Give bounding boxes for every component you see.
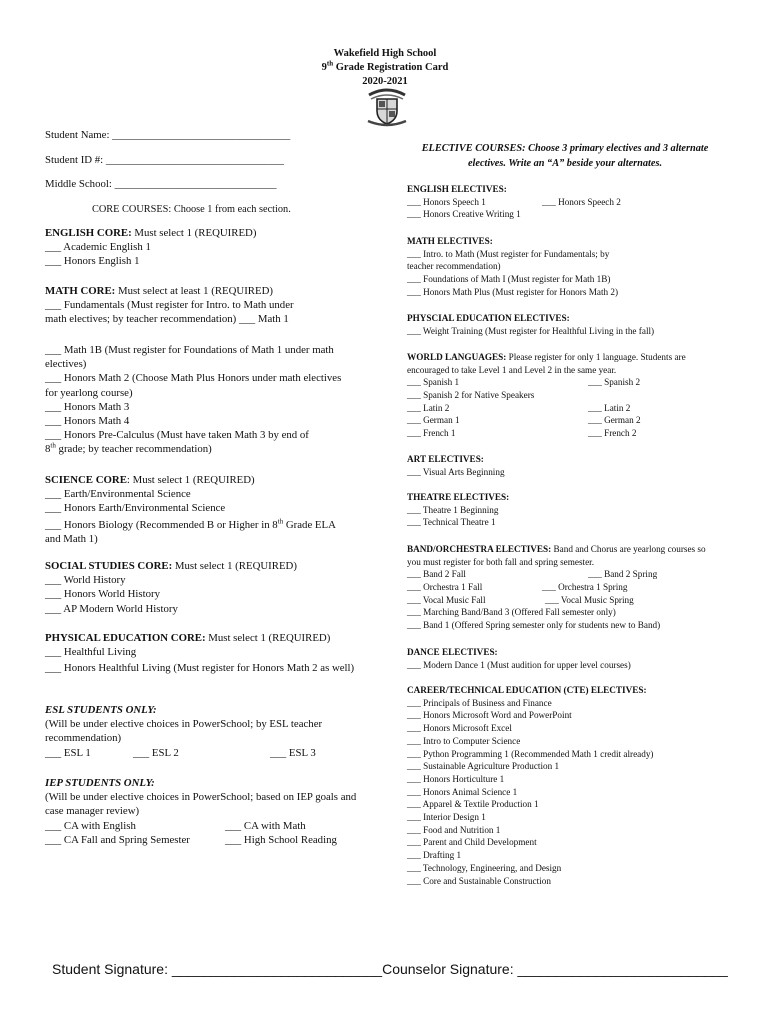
list-item[interactable]: ___ German 2 bbox=[588, 415, 641, 426]
english-core-note: Must select 1 (REQUIRED) bbox=[131, 227, 257, 239]
list-item[interactable]: ___ Honors Horticulture 1 bbox=[407, 773, 505, 784]
world-languages-note: Please register for only 1 language. Students are encouraged to take Level 1 and Level 2 in the same year. bbox=[407, 352, 686, 375]
list-item[interactable]: ___ Spanish 1 bbox=[407, 377, 460, 388]
list-item[interactable]: ___ Technical Theatre 1 bbox=[407, 517, 496, 528]
list-item[interactable]: ___ Vocal Music Spring bbox=[545, 594, 634, 605]
list-item[interactable]: ___ Spanish 2 bbox=[588, 377, 641, 388]
list-item[interactable]: ___ Honors Microsoft Word and PowerPoint bbox=[407, 710, 572, 721]
math-core-title: MATH CORE: bbox=[45, 285, 116, 297]
pe-core-note: Must select 1 (REQUIRED) bbox=[205, 632, 331, 644]
list-item[interactable]: ___ AP Modern World History bbox=[45, 602, 178, 615]
list-item[interactable]: ___ Intro. to Math (Must register for Fundamentals; by teacher recommendation) bbox=[407, 248, 610, 272]
english-electives-section bbox=[407, 183, 692, 221]
list-item[interactable]: ___ Honors Pre-Calculus (Must have taken Math 3 by end of bbox=[45, 429, 309, 442]
card-title: 9th Grade Registration Card bbox=[321, 59, 449, 73]
iep-note: (Will be under elective choices in PowerSchool; based on IEP goals and case manager review) bbox=[45, 791, 357, 818]
esl-section bbox=[45, 703, 350, 760]
list-item[interactable]: ___ French 2 bbox=[588, 428, 637, 439]
esl-option[interactable]: ___ ESL 3 bbox=[270, 746, 316, 759]
dance-electives-title: DANCE ELECTIVES: bbox=[407, 647, 498, 657]
list-item[interactable]: ___ Band 1 (Offered Spring semester only for students new to Band) bbox=[407, 620, 661, 631]
list-item[interactable]: ___ Python Programming 1 (Recommended Math 1 credit already) bbox=[407, 748, 654, 759]
band-orchestra-title: BAND/ORCHESTRA ELECTIVES: bbox=[407, 544, 552, 554]
list-item[interactable]: ___ Honors Earth/Environmental Science bbox=[45, 502, 226, 515]
list-item[interactable]: ___ Food and Nutrition 1 bbox=[407, 824, 501, 835]
list-item[interactable]: ___ Honors Math 2 (Choose Math Plus Honors under math electives for yearlong course) bbox=[45, 372, 342, 399]
pe-electives-section bbox=[407, 312, 692, 337]
signature-line[interactable]: Student Signature: ___________________________Counselor Signature: ___________________________ bbox=[52, 961, 728, 977]
list-item[interactable]: ___ Sustainable Agriculture Production 1 bbox=[407, 761, 560, 772]
social-studies-core-title: SOCIAL STUDIES CORE: bbox=[45, 560, 173, 572]
list-item[interactable]: ___ Modern Dance 1 (Must audition for upper level courses) bbox=[407, 659, 631, 670]
world-languages-title: WORLD LANGUAGES: bbox=[407, 352, 507, 362]
dance-electives-section bbox=[407, 646, 692, 671]
list-item[interactable]: ___ Vocal Music Fall bbox=[407, 594, 486, 605]
list-item[interactable]: ___ Orchestra 1 Fall bbox=[407, 582, 483, 593]
list-item[interactable]: ___ Honors Math 3 bbox=[45, 400, 130, 413]
pe-electives-title: PHYSCIAL EDUCATION ELECTIVES: bbox=[407, 313, 570, 323]
list-item[interactable]: ___ Earth/Environmental Science bbox=[45, 488, 191, 501]
esl-option[interactable]: ___ ESL 1 bbox=[45, 746, 91, 759]
world-languages-section bbox=[407, 351, 717, 440]
list-item[interactable]: ___ Drafting 1 bbox=[407, 850, 462, 861]
math-core-section bbox=[45, 284, 365, 327]
art-electives-section bbox=[407, 453, 692, 478]
list-item[interactable]: ___ French 1 bbox=[407, 428, 456, 439]
math-electives-section bbox=[407, 235, 637, 299]
art-electives-title: ART ELECTIVES: bbox=[407, 454, 484, 464]
math-core-note: Must select at least 1 (REQUIRED) bbox=[115, 285, 274, 297]
social-studies-core-section bbox=[45, 559, 365, 616]
school-name: Wakefield High School bbox=[333, 48, 437, 59]
math-electives-title: MATH ELECTIVES: bbox=[407, 236, 493, 246]
list-item[interactable]: ___ Honors Biology (Recommended B or Higher in 8th Grade ELA and Math 1) bbox=[45, 517, 336, 545]
english-core-section bbox=[45, 226, 365, 269]
elective-courses-heading: ELECTIVE COURSES: Choose 3 primary electives and 3 alternate electives. Write an “A” beside your alternates. bbox=[421, 143, 709, 169]
english-core-title: ENGLISH CORE: bbox=[45, 227, 132, 239]
list-item[interactable]: 8th grade; by teacher recommendation) bbox=[45, 441, 212, 456]
list-item[interactable]: ___ Band 2 Fall bbox=[407, 569, 466, 580]
list-item[interactable]: ___ Intro to Computer Science bbox=[407, 735, 521, 746]
band-orchestra-electives-section bbox=[407, 543, 707, 632]
cte-electives-title: CAREER/TECHNICAL EDUCATION (CTE) ELECTIVES: bbox=[407, 685, 647, 695]
list-item[interactable]: ___ Honors Creative Writing 1 bbox=[407, 209, 521, 220]
iep-option[interactable]: ___ CA with Math bbox=[225, 819, 306, 832]
student-name-field[interactable]: Student Name: _________________________________ bbox=[45, 129, 291, 141]
list-item[interactable]: ___ Marching Band/Band 3 (Offered Fall semester only) bbox=[407, 607, 616, 618]
list-item[interactable]: ___ Visual Arts Beginning bbox=[407, 466, 505, 477]
list-item[interactable]: ___ Honors Speech 2 bbox=[542, 196, 621, 207]
pe-core-title: PHYSICAL EDUCATION CORE: bbox=[45, 632, 206, 644]
list-item[interactable]: ___ Technology, Engineering, and Design bbox=[407, 862, 562, 873]
list-item[interactable]: ___ Spanish 2 for Native Speakers bbox=[407, 390, 535, 401]
list-item[interactable]: ___ Principals of Business and Finance bbox=[407, 697, 552, 708]
list-item[interactable]: ___ Weight Training (Must register for Healthful Living in the fall) bbox=[407, 325, 655, 336]
list-item[interactable]: ___ Honors Speech 1 bbox=[407, 196, 486, 207]
list-item[interactable]: ___ Theatre 1 Beginning bbox=[407, 504, 499, 515]
list-item[interactable]: ___ Healthful Living bbox=[45, 646, 137, 659]
list-item[interactable]: ___ Honors Healthful Living (Must register for Honors Math 2 as well) bbox=[45, 662, 355, 675]
student-id-field[interactable]: Student ID #: _________________________________ bbox=[45, 154, 285, 166]
list-item[interactable]: ___ Math 1B (Must register for Foundations of Math 1 under math electives) bbox=[45, 344, 334, 371]
list-item[interactable]: ___ Band 2 Spring bbox=[588, 569, 658, 580]
iep-option[interactable]: ___ High School Reading bbox=[225, 833, 337, 846]
social-studies-core-note: Must select 1 (REQUIRED) bbox=[172, 560, 297, 572]
science-core-title: SCIENCE CORE bbox=[45, 474, 127, 486]
english-electives-title: ENGLISH ELECTIVES: bbox=[407, 184, 507, 194]
list-item[interactable]: ___ Parent and Child Development bbox=[407, 837, 537, 848]
list-item[interactable]: ___ Foundations of Math I (Must register for Math 1B) bbox=[407, 274, 611, 285]
iep-option[interactable]: ___ CA with English bbox=[45, 819, 136, 832]
esl-title: ESL STUDENTS ONLY: bbox=[45, 704, 157, 716]
list-item[interactable]: ___ Apparel & Textile Production 1 bbox=[407, 799, 539, 810]
pe-core-section bbox=[45, 631, 355, 676]
list-item[interactable]: ___ Honors Math 4 bbox=[45, 415, 130, 428]
core-courses-heading: CORE COURSES: Choose 1 from each section. bbox=[92, 204, 291, 215]
list-item[interactable]: ___ German 1 bbox=[407, 415, 460, 426]
science-core-note: : Must select 1 (REQUIRED) bbox=[126, 474, 255, 486]
list-item[interactable]: ___ Honors Math Plus (Must register for Honors Math 2) bbox=[407, 286, 619, 297]
school-crest-icon bbox=[365, 85, 409, 127]
list-item[interactable]: ___ Latin 2 bbox=[588, 402, 631, 413]
theatre-electives-title: THEATRE ELECTIVES: bbox=[407, 492, 510, 502]
esl-note: (Will be under elective choices in PowerSchool; by ESL teacher recommendation) bbox=[45, 718, 323, 745]
iep-option[interactable]: ___ CA Fall and Spring Semester bbox=[45, 833, 190, 846]
school-year: 2020-2021 bbox=[362, 76, 408, 87]
iep-title: IEP STUDENTS ONLY: bbox=[45, 777, 155, 789]
theatre-electives-section bbox=[407, 491, 692, 529]
esl-option[interactable]: ___ ESL 2 bbox=[133, 746, 179, 759]
list-item[interactable]: ___ Core and Sustainable Construction bbox=[407, 875, 551, 886]
band-orchestra-note: Band and Chorus are yearlong courses so you must register for both fall and spring semester. bbox=[407, 544, 706, 567]
middle-school-field[interactable]: Middle School: ______________________________ bbox=[45, 178, 277, 190]
list-item[interactable]: ___ Orchestra 1 Spring bbox=[542, 582, 628, 593]
list-item[interactable]: math electives; by teacher recommendation) ___ Math 1 bbox=[45, 313, 289, 326]
list-item[interactable]: ___ Honors Microsoft Excel bbox=[407, 723, 512, 734]
list-item[interactable]: ___ Interior Design 1 bbox=[407, 812, 486, 823]
list-item[interactable]: ___ Latin 2 bbox=[407, 402, 450, 413]
list-item[interactable]: ___ Academic English 1 bbox=[45, 241, 151, 254]
science-core-section bbox=[45, 473, 345, 546]
iep-section bbox=[45, 776, 357, 847]
list-item[interactable]: ___ World History bbox=[45, 574, 126, 587]
cte-electives-section bbox=[407, 684, 692, 887]
math-core-more bbox=[45, 343, 355, 457]
list-item[interactable]: ___ Honors World History bbox=[45, 588, 160, 601]
list-item[interactable]: ___ Fundamentals (Must register for Intro. to Math under bbox=[45, 299, 294, 312]
list-item[interactable]: ___ Honors English 1 bbox=[45, 255, 140, 268]
list-item[interactable]: ___ Honors Animal Science 1 bbox=[407, 786, 518, 797]
